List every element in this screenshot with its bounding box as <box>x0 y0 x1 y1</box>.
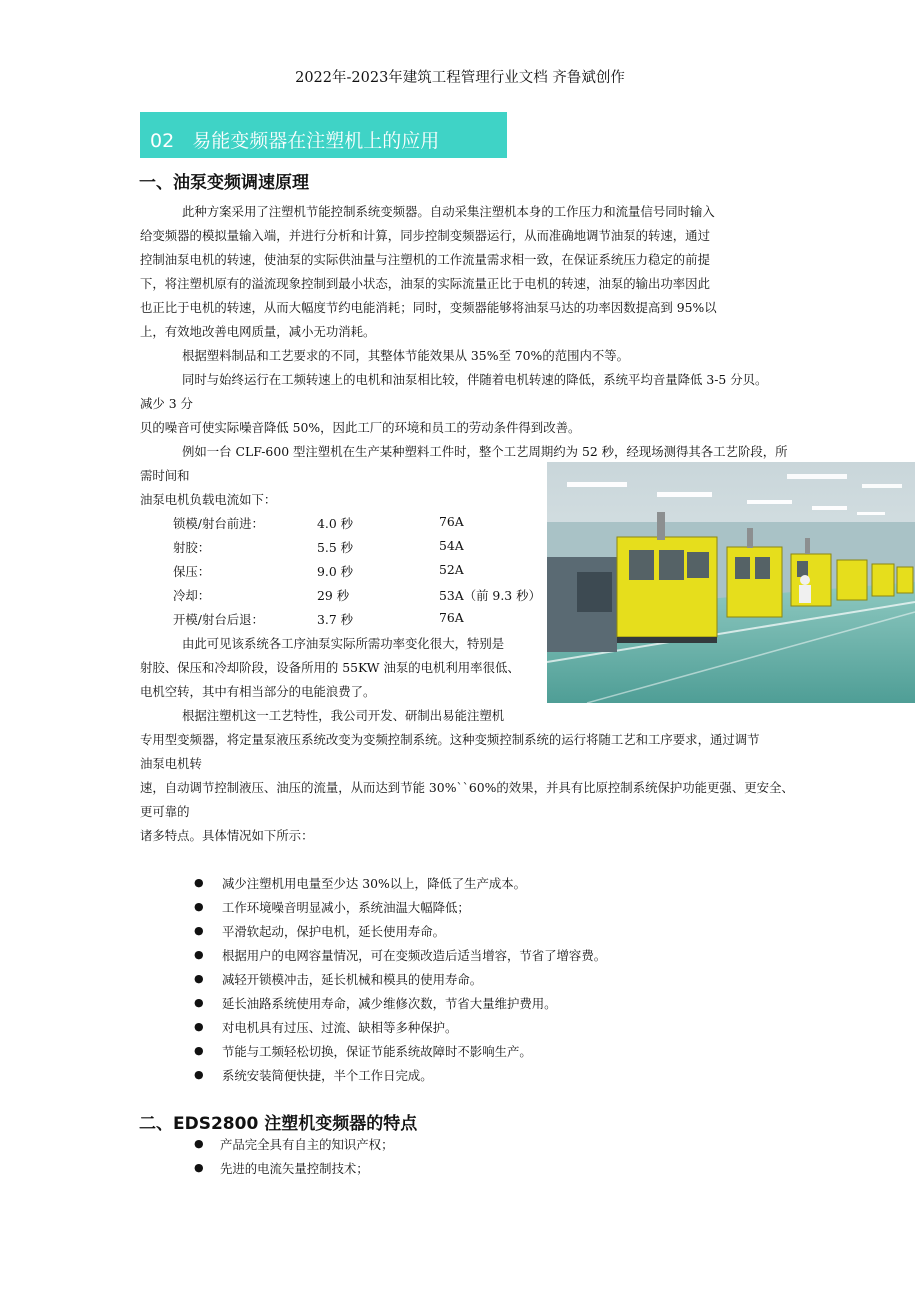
bullet-dot-icon: ● <box>194 1137 204 1150</box>
page-header: 2022年-2023年建筑工程管理行业文档 齐鲁斌创作 <box>295 70 625 86</box>
bullet-dot-icon: ● <box>194 972 204 985</box>
stage-current: 76A <box>439 610 464 625</box>
stage-name: 冷却： <box>173 588 211 603</box>
bullet-item: ● 工作环境噪音明显减小，系统油温大幅降低； <box>194 900 470 915</box>
stage-current: 52A <box>439 562 464 577</box>
bullet-item: ● 先进的电流矢量控制技术； <box>194 1161 369 1176</box>
stage-time: 3.7 秒 <box>317 612 354 627</box>
stage-current: 76A <box>439 514 464 529</box>
paragraph-line: 也正比于电机的转速，从而大幅度节约电能消耗；同时，变频器能够将油泵马达的功率因数提高到 95%以 <box>140 300 717 315</box>
stage-time: 29 秒 <box>317 588 350 603</box>
paragraph-line: 油泵电机转 <box>140 756 202 771</box>
stage-name: 锁模/射台前进： <box>173 516 264 531</box>
section-banner <box>140 112 507 158</box>
banner-title: 易能变频器在注塑机上的应用 <box>192 130 440 152</box>
bullet-dot-icon: ● <box>194 900 204 913</box>
paragraph-line: 此种方案采用了注塑机节能控制系统变频器。自动采集注塑机本身的工作压力和流量信号同时输入 <box>182 204 715 219</box>
paragraph-line: 专用型变频器，将定量泵液压系统改变为变频控制系统。这种变频控制系统的运行将随工艺和工序要求，通过调节 <box>140 732 760 747</box>
bullet-item: ● 延长油路系统使用寿命，减少维修次数，节省大量维护费用。 <box>194 996 557 1011</box>
stage-name: 射胶： <box>173 540 211 555</box>
bullet-dot-icon: ● <box>194 876 204 889</box>
paragraph-line: 根据塑料制品和工艺要求的不同，其整体节能效果从 35%至 70%的范围内不等。 <box>182 348 630 363</box>
paragraph-line: 下，将注塑机原有的溢流现象控制到最小状态，油泵的实际流量正比于电机的转速，油泵的输出功率因此 <box>140 276 710 291</box>
paragraph-line: 根据注塑机这一工艺特性，我公司开发、研制出易能注塑机 <box>182 708 505 723</box>
stage-name: 保压： <box>173 564 211 579</box>
bullet-dot-icon: ● <box>194 1020 204 1033</box>
stage-time: 5.5 秒 <box>317 540 354 555</box>
paragraph-line: 需时间和 <box>140 468 190 483</box>
paragraph-line: 由此可见该系统各工序油泵实际所需功率变化很大，特别是 <box>182 636 505 651</box>
paragraph-line: 电机空转，其中有相当部分的电能浪费了。 <box>140 684 376 699</box>
stage-time: 9.0 秒 <box>317 564 354 579</box>
bullet-item: ● 平滑软起动，保护电机，延长使用寿命。 <box>194 924 446 939</box>
paragraph-line: 控制油泵电机的转速，使油泵的实际供油量与注塑机的工作流量需求相一致，在保证系统压力稳定的前提 <box>140 252 710 267</box>
bullet-dot-icon: ● <box>194 996 204 1009</box>
paragraph-line: 油泵电机负载电流如下： <box>140 492 277 507</box>
injection-molding-machines-image <box>547 462 915 703</box>
bullet-dot-icon: ● <box>194 924 204 937</box>
paragraph-line: 同时与始终运行在工频转速上的电机和油泵相比较，伴随着电机转速的降低，系统平均音量降低 3-5 分贝。 <box>182 372 768 387</box>
paragraph-line: 给变频器的模拟量输入端，并进行分析和计算，同步控制变频器运行，从而准确地调节油泵的转速，通过 <box>140 228 710 243</box>
paragraph-line: 例如一台 CLF-600 型注塑机在生产某种塑料工件时，整个工艺周期约为 52 秒，经现场测得其各工艺阶段，所 <box>182 444 788 459</box>
banner-number: 02 <box>150 130 175 152</box>
bullet-item: ● 产品完全具有自主的知识产权； <box>194 1137 394 1152</box>
paragraph-line: 上，有效地改善电网质量，减小无功消耗。 <box>140 324 376 339</box>
paragraph-line: 减少 3 分 <box>140 396 193 411</box>
bullet-dot-icon: ● <box>194 1161 204 1174</box>
paragraph-line: 射胶、保压和冷却阶段，设备所用的 55KW 油泵的电机利用率很低、 <box>140 660 520 675</box>
stage-current: 53A（前 9.3 秒） <box>439 588 541 603</box>
bullet-dot-icon: ● <box>194 1068 204 1081</box>
paragraph-line: 贝的噪音可使实际噪音降低 50%，因此工厂的环境和员工的劳动条件得到改善。 <box>140 420 581 435</box>
paragraph-line: 更可靠的 <box>140 804 190 819</box>
section1-heading: 一、油泵变频调速原理 <box>139 173 309 193</box>
bullet-item: ● 根据用户的电网容量情况，可在变频改造后适当增容，节省了增容费。 <box>194 948 607 963</box>
bullet-item: ● 对电机具有过压、过流、缺相等多种保护。 <box>194 1020 458 1035</box>
stage-name: 开模/射台后退： <box>173 612 264 627</box>
stage-time: 4.0 秒 <box>317 516 354 531</box>
bullet-dot-icon: ● <box>194 948 204 961</box>
banner-text <box>150 126 439 153</box>
bullet-item: ● 减少注塑机用电量至少达 30%以上，降低了生产成本。 <box>194 876 527 891</box>
bullet-item: ● 系统安装简便快捷，半个工作日完成。 <box>194 1068 433 1083</box>
bullet-dot-icon: ● <box>194 1044 204 1057</box>
bullet-item: ● 减轻开锁模冲击，延长机械和模具的使用寿命。 <box>194 972 483 987</box>
stage-current: 54A <box>439 538 464 553</box>
section2-heading: 二、EDS2800 注塑机变频器的特点 <box>139 1114 418 1134</box>
paragraph-line: 诸多特点。具体情况如下所示： <box>140 828 314 843</box>
bullet-item: ● 节能与工频轻松切换，保证节能系统故障时不影响生产。 <box>194 1044 532 1059</box>
paragraph-line: 速，自动调节控制液压、油压的流量，从而达到节能 30%``60%的效果，并具有比原控制系统保护功能更强、更安全、 <box>140 780 794 795</box>
factory-photo <box>547 462 915 703</box>
